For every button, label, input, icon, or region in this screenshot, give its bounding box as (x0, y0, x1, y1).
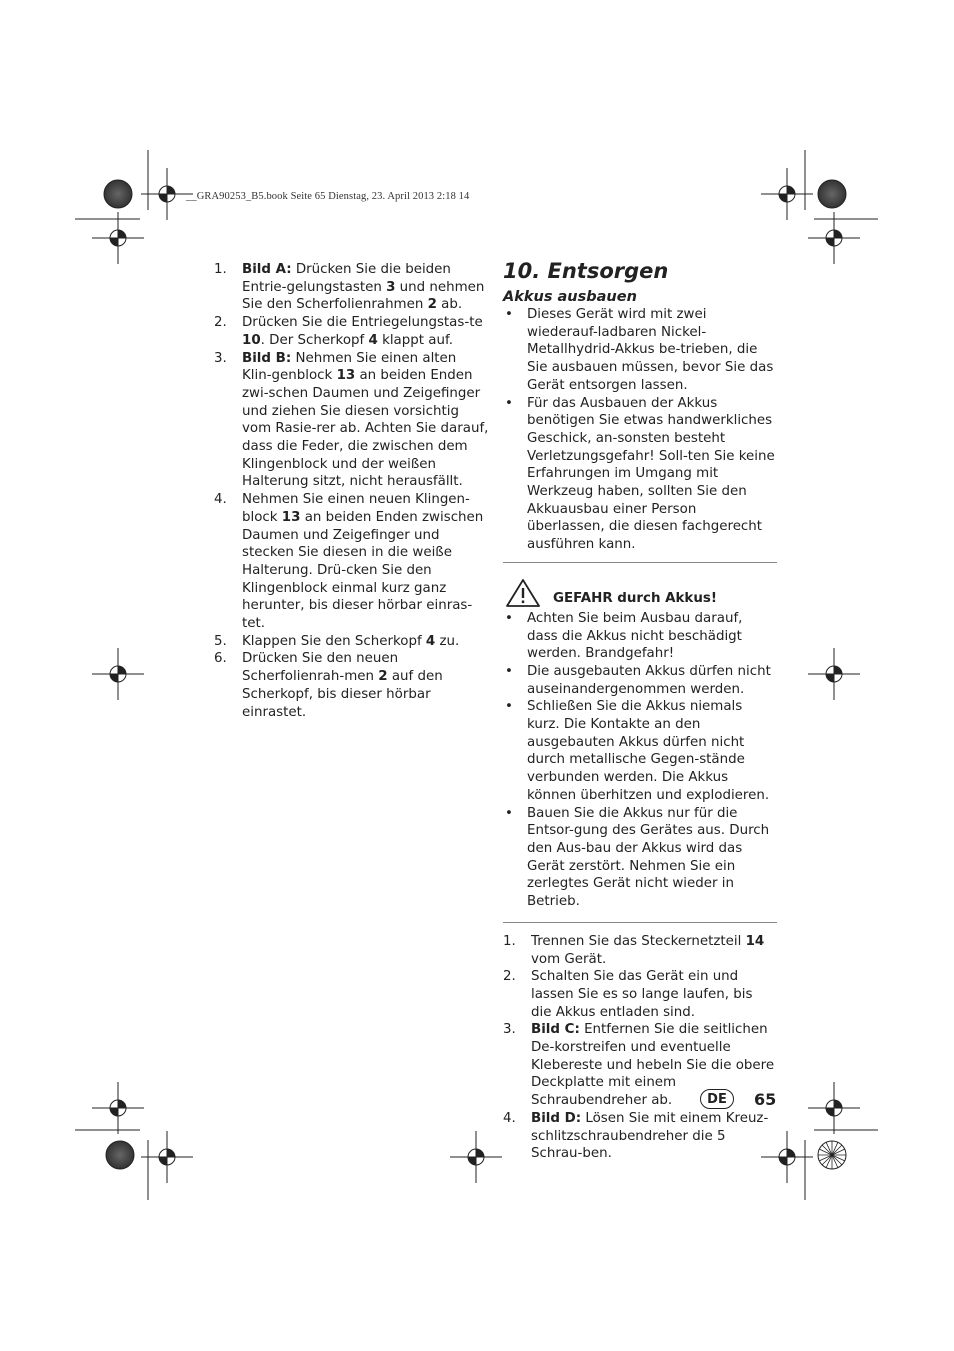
list-item: • Dieses Gerät wird mit zwei wiederauf-ladbaren Nickel-Metallhydrid-Akkus be-trieben, die Sie ausbauen müssen, bevor Sie das Gerät entsorgen lassen. (505, 307, 774, 393)
step-number: 6. (214, 651, 227, 667)
warning-triangle-icon (505, 578, 541, 608)
bullet-icon: • (505, 395, 513, 411)
list-item: 5. Klappen Sie den Scherkopf 4 zu. (214, 633, 460, 649)
list-item: 1. Trennen Sie das Steckernetzteil 14 vom Gerät. (503, 933, 765, 967)
step-number: 3. (503, 1022, 516, 1038)
page-footer (700, 1089, 776, 1109)
step-number: 3. (214, 350, 227, 366)
warning-title: GEFAHR durch Akkus! (553, 591, 717, 607)
list-item: 2. Schalten Sie das Gerät ein und lassen Sie es so lange laufen, bis die Akkus entladen sind. (503, 969, 753, 1020)
bullet-icon: • (505, 307, 513, 322)
step-number: 4. (214, 492, 227, 508)
list-item: • Achten Sie beim Ausbau darauf, dass die Akkus nicht beschädigt werden. Brandgefahr! (505, 610, 743, 662)
language-badge: DE (700, 1089, 734, 1109)
book-header-line: __GRA90253_B5.book Seite 65 Dienstag, 23. April 2013 2:18 14 (186, 191, 470, 202)
section-subtitle: Akkus ausbauen (503, 289, 637, 305)
bullet-icon: • (505, 805, 513, 821)
step-number: 5. (214, 633, 227, 649)
list-item: • Bauen Sie die Akkus nur für die Entsor-gung des Gerätes aus. Durch den Aus-bau der Akkus wird das Gerät zerstört. Nehmen Sie ein zerlegtes Gerät nicht wieder in Betrieb. (505, 805, 770, 910)
step-number: 1. (503, 933, 516, 949)
list-item: • Für das Ausbauen der Akkus benötigen Sie etwas handwerkliches Geschick, an-sonsten besteht Verletzungsgefahr! Soll-ten Sie keine Erfahrungen im Umgang mit Werkzeug haben, sollten Sie den Akkuausbau einer Person überlassen, die diesen fachgerecht ausführen kann. (505, 395, 775, 553)
warning-header (503, 574, 777, 608)
list-item: 1. Bild A: Drücken Sie die beiden Entrie-gelungstasten 3 und nehmen Sie den Scherfolienrahmen 2 ab. (214, 262, 485, 313)
step-number: 4. (503, 1110, 516, 1126)
step-number: 2. (503, 969, 516, 985)
list-item: • Die ausgebauten Akkus dürfen nicht auseinandergenommen werden. (505, 663, 771, 697)
bullet-icon: • (505, 663, 513, 679)
step-number: 1. (214, 262, 227, 277)
left-column (214, 261, 490, 721)
bullet-icon: • (505, 699, 513, 715)
list-item: 6. Drücken Sie den neuen Scherfolienrah-men 2 auf den Scherkopf, bis dieser hörbar einrastet. (214, 651, 443, 720)
section-title: 10. Entsorgen (503, 259, 669, 283)
list-item: 2. Drücken Sie die Entriegelungstas-te 10. Der Scherkopf 4 klappt auf. (214, 315, 483, 348)
bullet-icon: • (505, 610, 513, 626)
page-number: 65 (754, 1089, 777, 1109)
list-item: • Schließen Sie die Akkus niemals kurz. Die Kontakte an den ausgebauten Akkus dürfen nicht durch metallische Gegen-stände verbunden werden. Die Akkus können überhitzen und explodieren. (505, 699, 770, 803)
list-item: 3. Bild C: Entfernen Sie die seitlichen De-korstreifen und eventuelle Klebereste und hebeln Sie die obere Deckplatte mit einem Schraubendreher ab. (503, 1022, 775, 1109)
list-item: 3. Bild B: Nehmen Sie einen alten Klin-genblock 13 an beiden Enden zwi-schen Daumen und Zeigefinger und ziehen Sie diesen vorsichtig vom Rasie-rer ab. Achten Sie darauf, dass die Feder, die zwischen dem Klingenblock und der weißen Halterung sitzt, nicht herausfällt. (214, 350, 489, 490)
list-item: 4. Nehmen Sie einen neuen Klingen-block 13 an beiden Enden zwischen Daumen und Zeigefinger und stecken Sie diesen in die weiße Halterung. Drü-cken Sie den Klingenblock einmal kurz ganz herunter, bis dieser hörbar einras-tet. (214, 492, 484, 632)
warning-box (503, 562, 777, 923)
list-item: 4. Bild D: Lösen Sie mit einem Kreuz-schlitzschraubendreher die 5 Schrau-ben. (503, 1110, 769, 1162)
right-column (503, 258, 777, 1163)
step-number: 2. (214, 315, 227, 331)
